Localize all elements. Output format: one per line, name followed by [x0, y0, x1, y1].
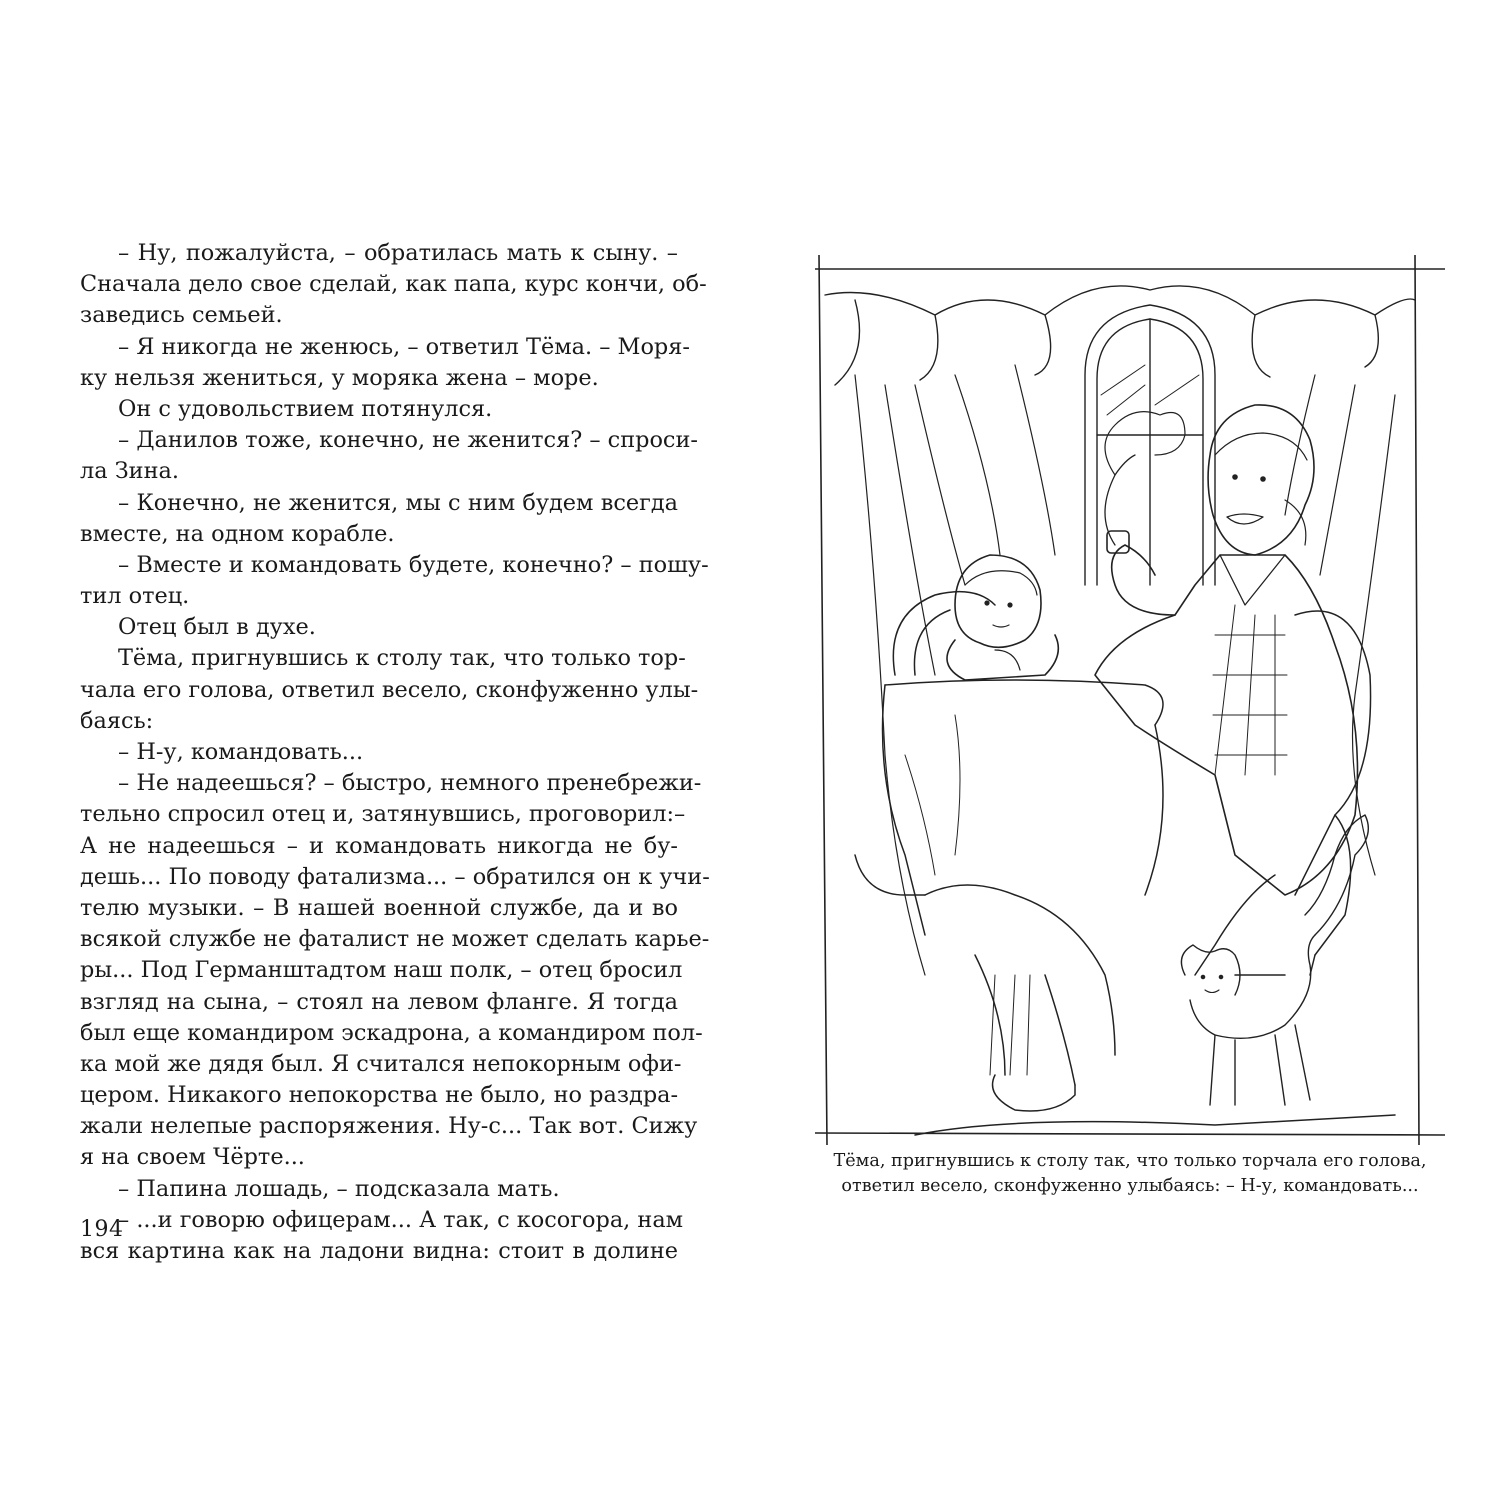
illustration	[815, 255, 1445, 1145]
text-line: баясь:	[80, 707, 154, 734]
text-line: вместе, на одном корабле.	[80, 520, 395, 547]
text-line: – Я никогда не женюсь, – ответил Тёма. – Моря-	[118, 333, 690, 360]
text-line: – ...и говорю офицерам... А так, с косогора, нам	[118, 1206, 684, 1233]
text-line: – Ну, пожалуйста, – обратилась мать к сыну. –	[118, 240, 678, 266]
caption-line: Тёма, пригнувшись к столу так, что только торчала его голова,	[833, 1151, 1427, 1171]
text-line: – Не надеешься? – быстро, немного пренебрежи-	[118, 770, 702, 797]
text-line: Тёма, пригнувшись к столу так, что только тор-	[118, 645, 686, 672]
table	[883, 680, 1164, 935]
text-line: всякой службе не фаталист не может сделать карье-	[80, 926, 710, 953]
text-line: жали нелепые распоряжения. Ну-с... Так вот. Сижу	[80, 1113, 698, 1140]
text-line: тил отец.	[80, 583, 190, 610]
page-number: 194	[80, 1217, 124, 1242]
legs	[855, 855, 1395, 1135]
left-page-text	[80, 238, 710, 1267]
text-line: – Конечно, не женится, мы с ним будем всегда	[118, 489, 678, 516]
text-line: чала его голова, ответил весело, сконфуженно улы-	[80, 676, 699, 703]
text-line: – Данилов тоже, конечно, не женится? – спроси-	[118, 427, 698, 454]
text-line: – Папина лошадь, – подсказала мать.	[118, 1175, 560, 1202]
text-line: заведись семьей.	[80, 302, 283, 329]
text-line: телю музыки. – В нашей военной службе, да и во	[80, 894, 678, 921]
text-line: тельно спросил отец и, затянувшись, проговорил:–	[80, 801, 686, 828]
text-line: дешь... По поводу фатализма... – обратился он к учи-	[80, 863, 710, 890]
text-line: ку нельзя жениться, у моряка жена – море.	[80, 364, 599, 391]
pipe-smoke	[1105, 412, 1185, 475]
text-line: ла Зина.	[80, 458, 179, 485]
text-line: ка мой же дядя был. Я считался непокорным офи-	[80, 1050, 682, 1077]
text-line: я на своем Чёрте...	[80, 1144, 305, 1171]
cat-figure	[1181, 815, 1368, 1105]
text-line: вся картина как на ладони видна: стоит в долине	[80, 1238, 678, 1264]
illustration-caption	[815, 1149, 1445, 1199]
caption-line: ответил весело, сконфуженно улыбаясь: – Н-у, командовать...	[841, 1176, 1419, 1196]
text-line: – Н-у, командовать...	[118, 739, 364, 765]
text-line: Он с удовольствием потянулся.	[118, 395, 493, 422]
text-line: Сначала дело свое сделай, как папа, курс кончи, об-	[80, 271, 707, 298]
father-figure	[1095, 405, 1358, 895]
text-line: цером. Никакого непокорства не было, но раздра-	[80, 1082, 679, 1109]
text-line: был еще командиром эскадрона, а командиром пол-	[80, 1019, 703, 1046]
boy-figure	[947, 555, 1058, 680]
text-line: ры... Под Германштадтом наш полк, – отец бросил	[80, 957, 683, 984]
text-line: А не надеешься – и командовать никогда не бу-	[80, 832, 678, 859]
text-line: Отец был в духе.	[118, 614, 316, 641]
curtain-valance	[825, 286, 1415, 385]
text-line: – Вместе и командовать будете, конечно? – пошу-	[118, 551, 709, 578]
text-line: взгляд на сына, – стоял на левом фланге. Я тогда	[80, 988, 678, 1015]
armchair	[893, 592, 1370, 975]
